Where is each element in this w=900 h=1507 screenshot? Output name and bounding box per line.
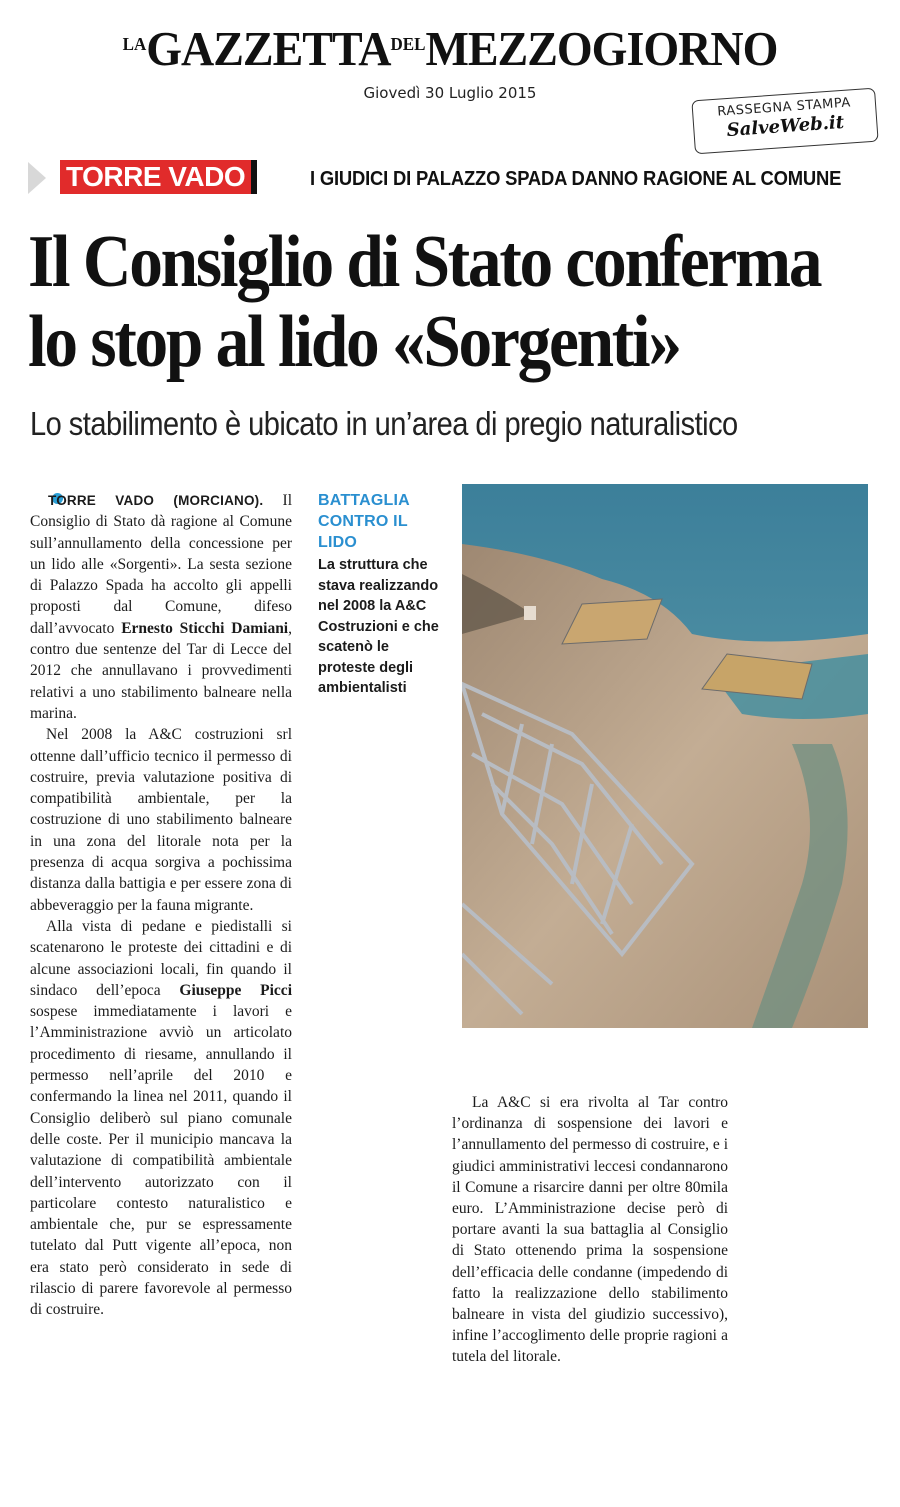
stamp-logo-text: SalveWeb.it [725, 111, 845, 142]
mayor-name: Giuseppe Picci [179, 981, 292, 999]
masthead-la: LA [122, 34, 147, 55]
lawyer-name: Ernesto Sticchi Damiani [121, 619, 289, 637]
caption-title: BATTAGLIA CONTRO IL LIDO [318, 492, 410, 551]
article-paragraph-3 [30, 916, 292, 1321]
stamp-label: RASSEGNA STAMPA [716, 95, 852, 120]
chevron-right-icon [28, 162, 46, 194]
paragraph-1-text-a: Il Consiglio di Stato dà ragione al Comune sull’annullamento della concessione per un lido alle «Sorgenti». La sesta sezione di Palazzo Spada ha accolto gli appelli proposti dal Comune, difeso dall’avvocato [30, 492, 293, 637]
newspaper-masthead [0, 21, 900, 76]
article-paragraph-1 [30, 490, 292, 724]
location-tag: TORRE VADO [60, 160, 257, 194]
masthead-mezzogiorno: MEZZOGIORNO [425, 21, 778, 76]
paragraph-3-text-b: sospese immediatamente i lavori e l’Amministrazione avviò un articolato procedimento di riesame, annullando il permesso nell’aprile del 2010 e confermando la linea nel 2011, quando il Consiglio deliberò sul piano comunale delle coste. Per il municipio mancava la valutazione di compatibilità ambientale dell’intervento autorizzato con il particolare contesto naturalistico e ambientale che, pur se espressamente tutelato dal Putt vigente all’epoca, non era stato però considerato in sede di rilascio di parere favorevole al permesso di costruire. [30, 1003, 292, 1319]
publication-date: Giovedì 30 Luglio 2015 [363, 84, 537, 102]
masthead-del: DEL [390, 34, 426, 55]
article-column-3 [452, 1092, 728, 1368]
article-column-1 [30, 490, 292, 1321]
photo-rocky-coast-icon [462, 484, 868, 1028]
kicker-text: I GIUDICI DI PALAZZO SPADA DANNO RAGIONE AL COMUNE [310, 168, 842, 190]
article-photo [462, 484, 868, 1028]
kicker-row [28, 160, 878, 196]
photo-caption [318, 490, 446, 699]
article-paragraph-4: La A&C si era rivolta al Tar contro l’ordinanza di sospensione dei lavori e l’annullamento del permesso di costruire, e i giudici amministrativi leccesi condannarono il Comune a risarcire danni per oltre 80mila euro. L’Amministrazione decise però di portare avanti la sua battaglia al Consiglio di Stato ottenendo prima la sospensione dell’efficacia delle condanne (impedendo di fatto la realizzazione dello stabilimento balneare in vista del giudizio successivo), infine l’accoglimento delle proprie ragioni a tutela del litorale. [452, 1094, 728, 1366]
caption-text: La struttura che stava realizzando nel 2008 la A&C Costruzioni e che scatenò le proteste degli ambientalisti [318, 557, 439, 696]
paragraph-3-text-a: Alla vista di pedane e piedistalli si scatenarono le proteste dei cittadini e di alcune associazioni locali, fin quando il sindaco dell’epoca [30, 917, 292, 999]
dateline: TORRE VADO (MORCIANO). [48, 493, 264, 508]
press-review-stamp [691, 88, 878, 155]
masthead-gazzetta: GAZZETTA [146, 21, 391, 76]
headline-line-2: lo stop al lido «Sorgenti» [28, 301, 680, 383]
headline [28, 221, 821, 383]
paragraph-1-text-b: , contro due sentenze del Tar di Lecce del 2012 che annullavano i provvedimenti relativi a uno stabilimento balneare nella marina. [30, 619, 292, 722]
subheadline: Lo stabilimento è ubicato in un’area di pregio naturalistico [30, 405, 738, 442]
headline-line-1: Il Consiglio di Stato conferma [28, 221, 821, 303]
article-paragraph-2: Nel 2008 la A&C costruzioni srl ottenne dall’ufficio tecnico il permesso di costruire, previa valutazione positiva di compatibilità ambientale, per la costruzione di uno stabilimento balneare in una zona del litorale nota per la presenza di acqua sorgiva a pochissima distanza dalla battigia e per essere zona di abbeveraggio per la fauna migrante. [30, 726, 292, 914]
